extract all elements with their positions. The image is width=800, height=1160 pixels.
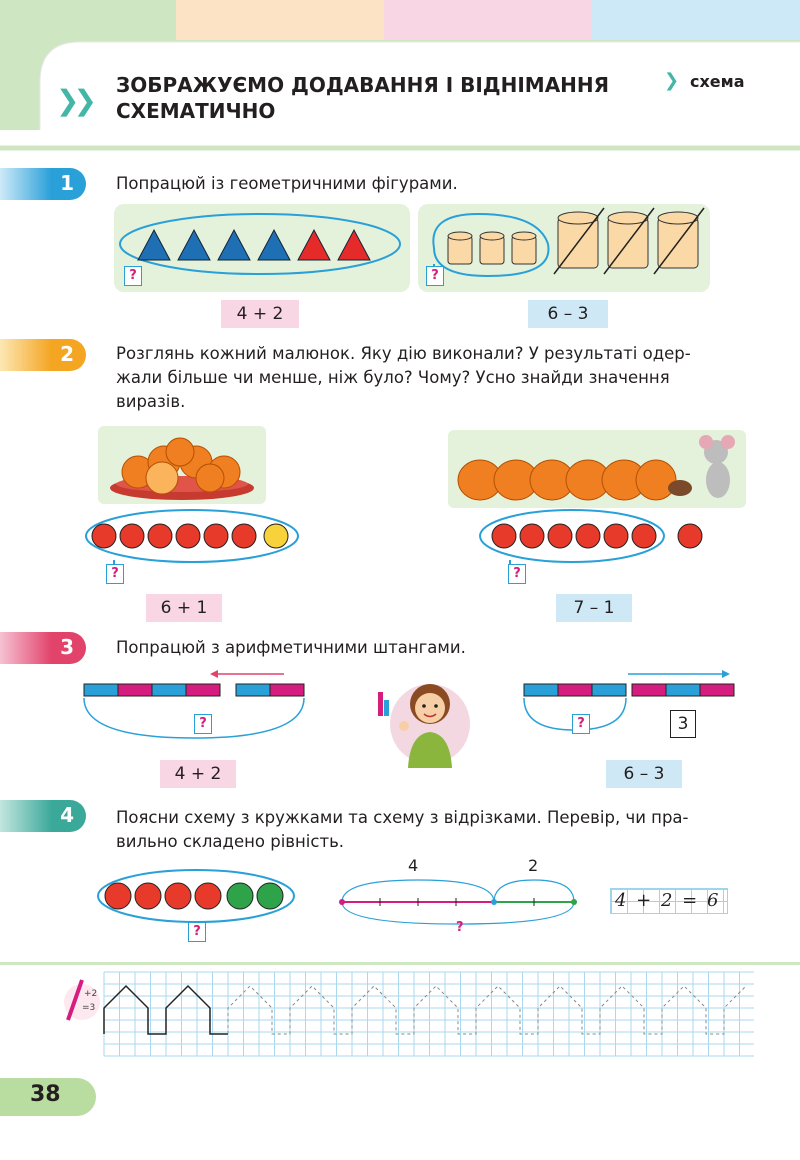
task-number-3: 3 [0, 632, 86, 664]
section-divider [0, 962, 800, 965]
task-3-bars-left [82, 668, 322, 758]
segment-question: ? [456, 920, 464, 935]
task-1-expression-right: 6 – 3 [528, 300, 608, 328]
task-3-text: Попрацюй з арифметичними штангами. [116, 638, 466, 657]
svg-text:=3: =3 [82, 1003, 96, 1013]
task-number-4: 4 [0, 800, 86, 832]
writing-grid [104, 968, 754, 1058]
task-2-expression-left: 6 + 1 [146, 594, 222, 622]
task-number-1: 1 [0, 168, 86, 200]
task-2-text: Розглянь кожний малюнок. Яку дію виконали? У результаті одер- жали більше чи менше, ніж було? Чому? Усно знайди значення виразів. [116, 344, 691, 411]
double-chevron-icon: ❯❯ [56, 84, 91, 117]
task-3-bars-right [522, 668, 752, 758]
task-number-2: 2 [0, 339, 86, 371]
fruit-bowl-picture [98, 426, 268, 506]
task-1-text: Попрацюй із геометричними фігурами. [116, 174, 458, 193]
svg-text:+2: +2 [84, 989, 98, 999]
task-1-cylinders-figure [418, 204, 718, 294]
answer-box: 3 [670, 710, 696, 738]
question-box: ? [508, 564, 526, 584]
pencil-icon [52, 972, 112, 1032]
question-box: ? [106, 564, 124, 584]
task-3-expression-left: 4 + 2 [160, 760, 236, 788]
teacher-illustration [370, 664, 480, 774]
task-1-triangles-figure [114, 204, 414, 294]
equation-on-grid: 4 + 2 = 6 [610, 888, 728, 914]
question-box: ? [194, 714, 212, 734]
question-box: ? [572, 714, 590, 734]
question-box: ? [124, 266, 142, 286]
task-4-segments [334, 872, 594, 932]
task-1-expression-left: 4 + 2 [221, 300, 299, 328]
page-number: 38 [30, 1082, 61, 1107]
question-box: ? [426, 266, 444, 286]
oranges-mouse-picture [448, 430, 748, 510]
chevron-icon: ❯ [664, 70, 680, 91]
topic-tag: схема [690, 72, 745, 91]
page-title: ЗОБРАЖУЄМО ДОДАВАННЯ І ВІДНІМАННЯ СХЕМАТИЧНО [116, 73, 610, 123]
task-2-expression-right: 7 – 1 [556, 594, 632, 622]
question-box: ? [188, 922, 206, 942]
task-3-expression-right: 6 – 3 [606, 760, 682, 788]
segment-a-label: 4 [408, 856, 419, 875]
task-4-text: Поясни схему з кружками та схему з відрізками. Перевір, чи пра- вильно складено рівність. [116, 808, 689, 851]
segment-b-label: 2 [528, 856, 539, 875]
